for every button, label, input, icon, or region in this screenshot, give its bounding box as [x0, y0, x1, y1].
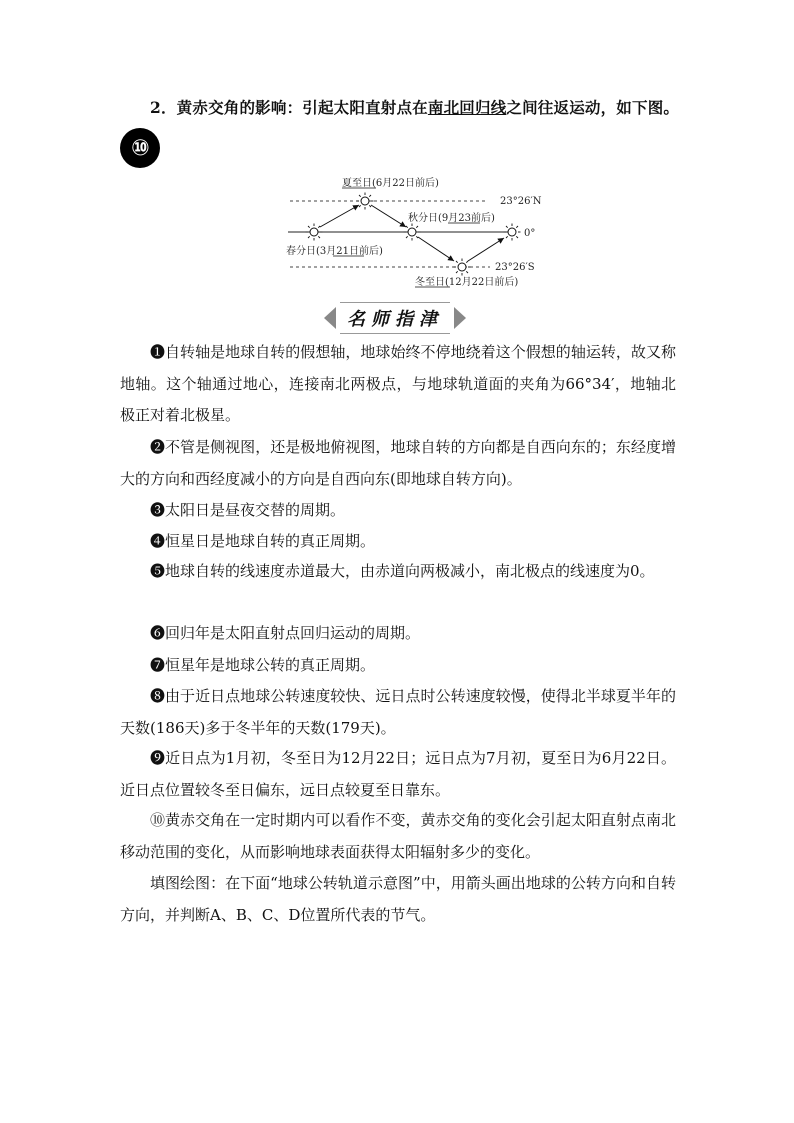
note-3: ❸太阳日是昼夜交替的周期。: [150, 501, 346, 519]
label-summer-solstice: 夏至日(6月22日前后): [342, 178, 439, 189]
note-2: ❷不管是侧视图，还是极地俯视图，地球自转的方向都是自西向东的；东经度增大的方向和西经度减小的方向是自西向东(即地球自转方向)。: [120, 438, 676, 488]
intro-line: [150, 96, 710, 118]
label-winter-solstice: 冬至日(12月22日前后): [415, 277, 519, 288]
banner-title: 名师指津: [340, 302, 450, 334]
note-4: ❹恒星日是地球自转的真正周期。: [150, 532, 376, 550]
sun-icon-winter: [454, 259, 471, 276]
solar-direct-point-diagram: [280, 170, 550, 295]
label-spring-equinox: 春分日(3月21日前后): [286, 246, 383, 257]
intro-underlined: 南北回归线: [427, 98, 507, 117]
note-5: ❺地球自转的线速度赤道最大，由赤道向两极减小，南北极点的线速度为0。: [150, 562, 655, 580]
note-7: ❼恒星年是地球公转的真正周期。: [150, 656, 376, 674]
note-8: ❽由于近日点地球公转速度较快、远日点时公转速度较慢，使得北半球夏半年的天数(186天)多于冬半年的天数(179天)。: [120, 687, 676, 737]
note-6: ❻回归年是太阳直射点回归运动的周期。: [150, 624, 421, 642]
note-10: ⑩黄赤交角在一定时期内可以看作不变，黄赤交角的变化会引起太阳直射点南北移动范围的变化，从而影响地球表面获得太阳辐射多少的变化。: [120, 811, 676, 861]
label-lat-n: 23°26′N: [500, 196, 542, 207]
intro-prefix: 2．黄赤交角的影响：引起太阳直射点在: [150, 98, 428, 117]
label-lat-equator: 0°: [524, 228, 536, 239]
note-9: ❾近日点为1月初，冬至日为12月22日；远日点为7月初，夏至日为6月22日。近日点位置较冬至日偏东，远日点较夏至日靠东。: [120, 749, 676, 799]
note-1: ❶自转轴是地球自转的假想轴，地球始终不停地绕着这个假想的轴运转，故又称地轴。这个轴通过地心，连接南北两极点，与地球轨道面的夹角为66°34′，地轴北极正对着北极星。: [120, 343, 676, 424]
number-badge: ⑩: [120, 128, 160, 168]
label-lat-s: 23°26′S: [495, 262, 535, 273]
drawing-task: 填图绘图：在下面“地球公转轨道示意图”中，用箭头画出地球的公转方向和自转方向，并判断A、B、C、D位置所代表的节气。: [120, 874, 676, 924]
intro-suffix: 之间往返运动，如下图。: [506, 98, 680, 117]
label-autumn-equinox: 秋分日(9月23前后): [408, 213, 495, 224]
tips-banner: [320, 302, 470, 334]
